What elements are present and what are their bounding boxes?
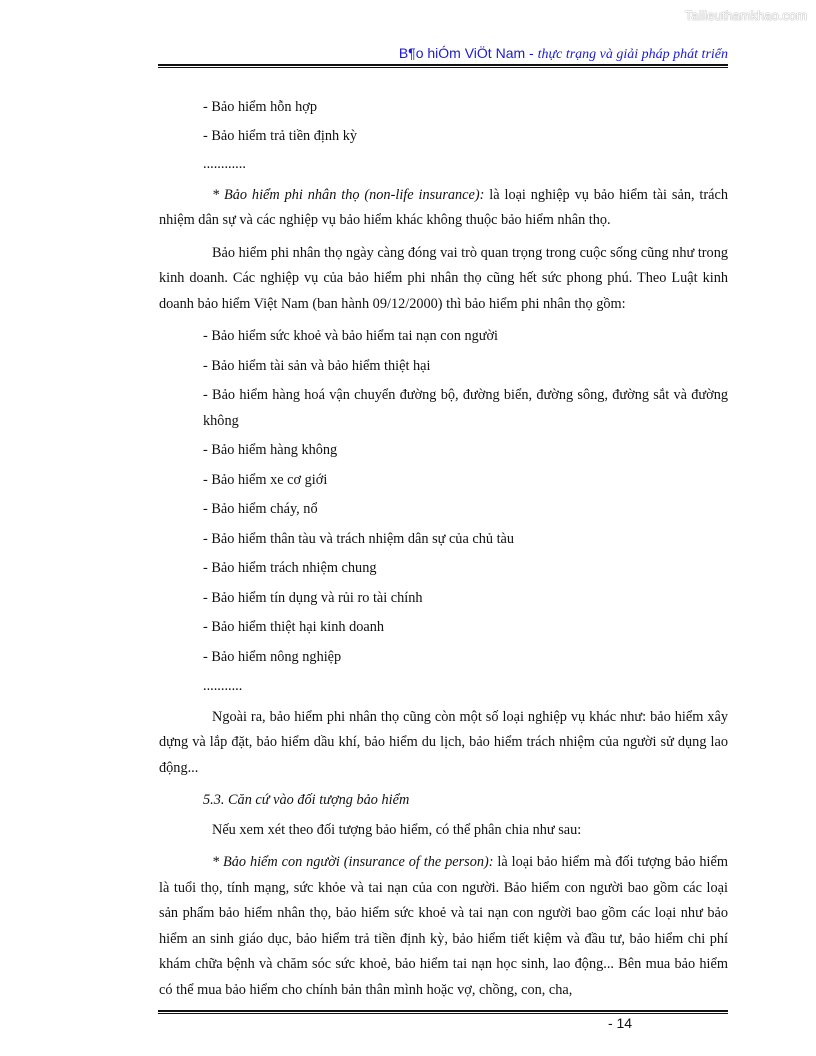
list-item: - Bảo hiểm nông nghiệp — [203, 648, 342, 665]
running-header — [158, 45, 728, 63]
list-item: - Bảo hiểm hỗn hợp — [203, 99, 317, 115]
document-body — [159, 95, 728, 1010]
section-heading: 5.3. Căn cứ vào đối tượng bảo hiểm — [203, 792, 410, 808]
definition-term: * Bảo hiểm phi nhân thọ (non-life insurance): — [212, 186, 485, 203]
definition-person — [159, 850, 728, 1003]
watermark: Tailieuthamkhao.com — [684, 8, 807, 23]
header-divider — [158, 64, 728, 66]
footer-divider — [158, 1010, 728, 1012]
definition-nonlife — [159, 183, 728, 234]
paragraph: Bảo hiểm phi nhân thọ ngày càng đóng vai trò quan trọng trong cuộc sống cũng như trong kinh doanh. Các nghiệp vụ của bảo hiểm phi nhân thọ cũng hết sức phong phú. Theo Luật kinh doanh bảo hiểm Việt Nam (ban hành 09/12/2000) thì bảo hiểm phi nhân thọ gồm: — [159, 244, 728, 312]
header-divider-thin — [158, 67, 728, 68]
list-item: - Bảo hiểm thiệt hại kinh doanh — [203, 619, 385, 635]
list-item: - Bảo hiểm trả tiền định kỳ — [203, 127, 358, 144]
list-item: - Bảo hiểm tín dụng và rủi ro tài chính — [203, 589, 423, 606]
header-subtitle: thực trạng và giải pháp phát triển — [537, 47, 728, 62]
footer-divider-thin — [158, 1013, 728, 1014]
paragraph: Nếu xem xét theo đối tượng bảo hiểm, có thể phân chia như sau: — [212, 821, 582, 838]
list-item: - Bảo hiểm sức khoẻ và bảo hiểm tai nạn con người — [203, 328, 499, 344]
list-item: - Bảo hiểm hàng hoá vận chuyển đường bộ, đường biển, đường sông, đường sắt và đường không — [203, 387, 728, 429]
ellipsis-line: ............ — [203, 156, 246, 172]
list-item: - Bảo hiểm hàng không — [203, 442, 338, 458]
definition-text: là loại bảo hiểm mà đối tượng bảo hiểm là tuổi thọ, tính mạng, sức khỏe và tai nạn của con người. Bảo hiểm con người bao gồm các loại sản phẩm bảo hiểm nhân thọ, bảo hiểm sức khoẻ và tai nạn con người bao gồm các loại như bảo hiểm an sinh giáo dục, bảo hiểm trả tiền định kỳ, bảo hiểm tiết kiệm và đầu tư, bảo hiểm chi phí khám chữa bệnh và chăm sóc sức khoẻ, bảo hiểm tai nạn học sinh, lao động... Bên mua bảo hiểm có thể mua bảo hiểm cho chính bản thân mình hoặc vợ, chồng, con, cha, — [159, 854, 728, 998]
paragraph: Ngoài ra, bảo hiểm phi nhân thọ cũng còn một số loại nghiệp vụ khác như: bảo hiểm xây dựng và lắp đặt, bảo hiểm dầu khí, bảo hiểm du lịch, bảo hiểm trách nhiệm của người sử dụng lao động... — [159, 708, 728, 776]
page-number: - 14 — [607, 1015, 633, 1031]
header-title: B¶o hiÓm ViÖt Nam - — [398, 45, 538, 61]
list-item: - Bảo hiểm xe cơ giới — [203, 471, 328, 488]
list-item: - Bảo hiểm trách nhiệm chung — [203, 560, 377, 576]
ellipsis-line: ........... — [203, 678, 243, 694]
list-item: - Bảo hiểm cháy, nổ — [203, 501, 318, 517]
list-item: - Bảo hiểm tài sản và bảo hiểm thiệt hại — [203, 357, 431, 374]
definition-term: * Bảo hiểm con người (insurance of the person): — [212, 854, 494, 870]
list-item: - Bảo hiểm thân tàu và trách nhiệm dân sự của chủ tàu — [203, 530, 515, 547]
definition-text: là loại nghiệp vụ bảo hiểm tài sản, trách nhiệm dân sự và các nghiệp vụ bảo hiểm khác không thuộc bảo hiểm nhân thọ. — [159, 186, 728, 228]
